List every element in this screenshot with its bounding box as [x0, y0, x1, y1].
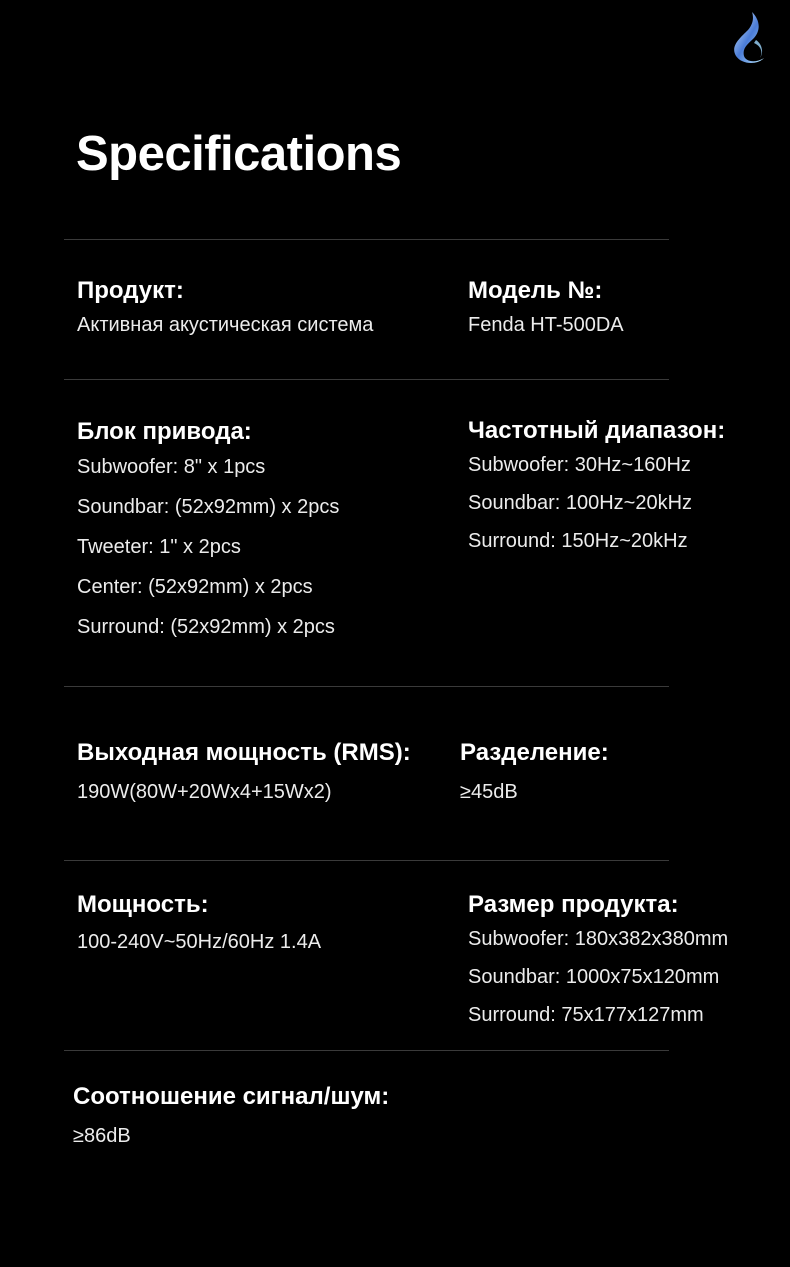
spec-label: Блок привода: — [77, 418, 252, 445]
spec-label: Мощность: — [77, 891, 209, 918]
spec-value: Center: (52x92mm) x 2pcs — [77, 576, 313, 598]
spec-value: ≥45dB — [460, 781, 518, 803]
divider — [64, 1050, 669, 1051]
divider — [64, 860, 669, 861]
divider — [64, 379, 669, 380]
spec-label: Частотный диапазон: — [468, 417, 726, 444]
brand-logo-icon — [730, 10, 770, 65]
spec-value: 190W(80W+20Wx4+15Wx2) — [77, 781, 332, 803]
divider — [64, 686, 669, 687]
spec-label: Продукт: — [77, 277, 184, 304]
spec-value: Surround: 75x177x127mm — [468, 1004, 704, 1026]
spec-label: Размер продукта: — [468, 891, 679, 918]
spec-value: Активная акустическая система — [77, 314, 374, 336]
spec-value: ≥86dB — [73, 1125, 131, 1147]
spec-value: Soundbar: 1000x75x120mm — [468, 966, 720, 988]
spec-label: Выходная мощность (RMS): — [77, 739, 411, 766]
spec-label: Разделение: — [460, 739, 609, 766]
spec-value: Subwoofer: 180x382x380mm — [468, 928, 729, 950]
page-title: Specifications — [76, 127, 402, 181]
spec-power — [77, 889, 321, 954]
spec-label: Модель №: — [468, 277, 603, 304]
spec-snr — [73, 1081, 389, 1148]
spec-value: Fenda HT-500DA — [468, 314, 624, 336]
spec-label: Соотношение сигнал/шум: — [73, 1083, 390, 1110]
spec-value: Tweeter: 1" x 2pcs — [77, 536, 241, 558]
spec-product — [77, 275, 373, 337]
spec-size — [468, 889, 728, 1034]
spec-drivers — [77, 416, 339, 647]
spec-value: Subwoofer: 8" x 1pcs — [77, 456, 266, 478]
spec-separation — [460, 737, 609, 804]
spec-value: Soundbar: 100Hz~20kHz — [468, 492, 693, 514]
spec-value: Surround: (52x92mm) x 2pcs — [77, 616, 335, 638]
spec-model — [468, 275, 624, 337]
spec-value: Subwoofer: 30Hz~160Hz — [468, 454, 691, 476]
spec-value: 100-240V~50Hz/60Hz 1.4A — [77, 931, 322, 953]
spec-output-power — [77, 737, 411, 804]
spec-frequency — [468, 415, 725, 560]
divider — [64, 239, 669, 240]
spec-value: Surround: 150Hz~20kHz — [468, 530, 688, 552]
spec-value: Soundbar: (52x92mm) x 2pcs — [77, 496, 340, 518]
